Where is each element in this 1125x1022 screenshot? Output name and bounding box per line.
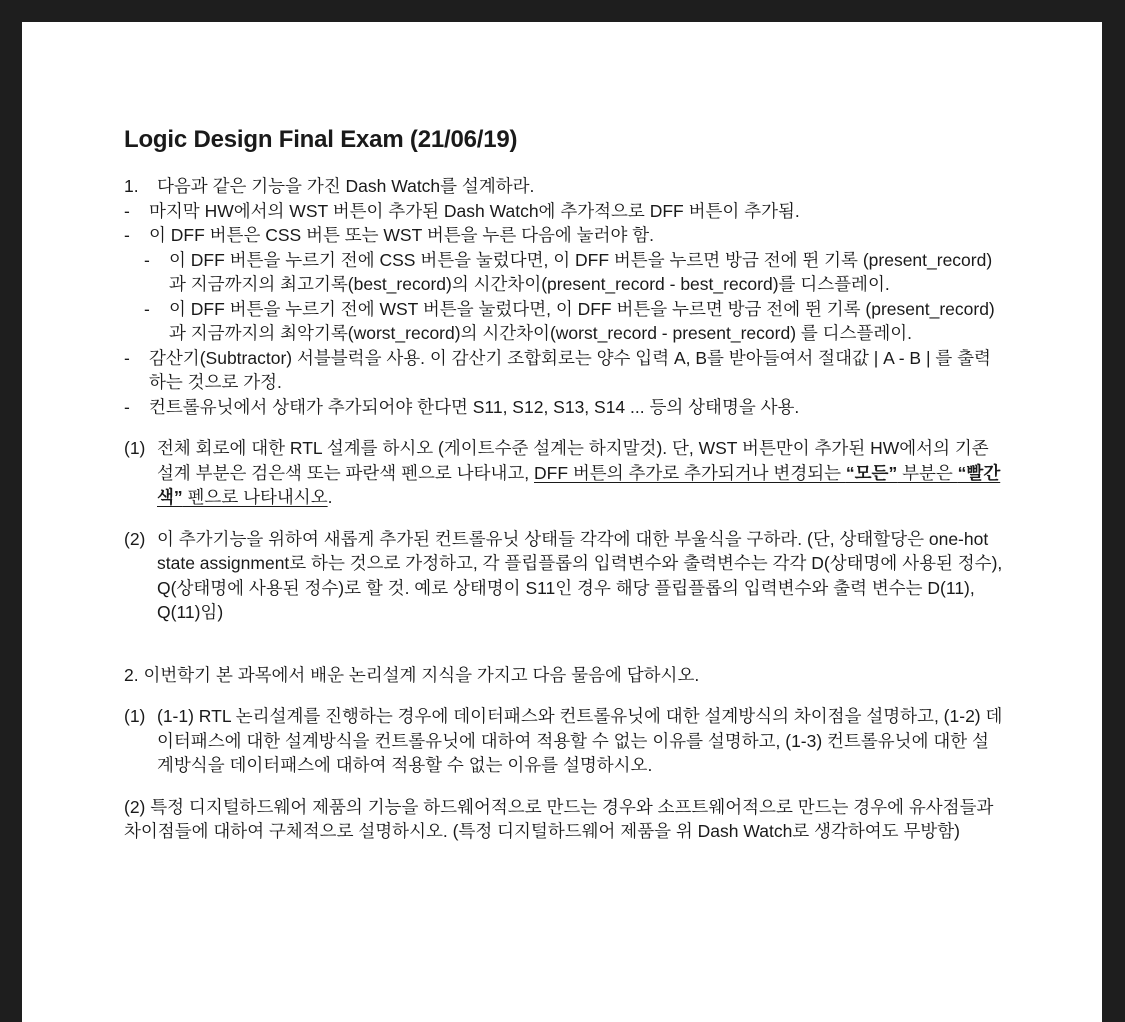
- q1-part-2: [124, 527, 1004, 625]
- q1-heading-text: 다음과 같은 기능을 가진 Dash Watch를 설계하라.: [157, 176, 535, 196]
- exam-title: Logic Design Final Exam (21/06/19): [124, 126, 518, 153]
- exam-content: [124, 126, 1004, 844]
- part-number: (1): [124, 438, 146, 458]
- q1-bullet-text: 마지막 HW에서의 WST 버튼이 추가된 Dash Watch에 추가적으로 DFF 버튼이 추가됨.: [149, 200, 800, 221]
- part-number: (1): [124, 706, 146, 726]
- q2-part-2: (2) 특정 디지털하드웨어 제품의 기능을 하드웨어적으로 만드는 경우와 소프트웨어적으로 만드는 경우에 유사점들과 차이점들에 대하여 구체적으로 설명하시오. (특정 디지털하드웨어 제품을 위 Dash Watch로 생각하여도 무방함): [124, 796, 994, 841]
- q1-part-1: [124, 436, 1004, 510]
- underlined-text: 부분은: [897, 462, 958, 483]
- q2-heading: 2. 이번학기 본 과목에서 배운 논리설계 지식을 가지고 다음 물음에 답하시오.: [124, 664, 700, 685]
- q1-bullet-text: 컨트롤유닛에서 상태가 추가되어야 한다면 S11, S12, S13, S14 ... 등의 상태명을 사용.: [149, 396, 800, 417]
- q1-sub-bullet: [124, 297, 1004, 346]
- q1-part-1-text: [157, 436, 1004, 510]
- q1-sub-bullet-text: 이 DFF 버튼을 누르기 전에 WST 버튼을 눌렀다면, 이 DFF 버튼을 누르면 방금 전에 뛴 기록 (present_record)과 지금까지의 최악기록(worst_record)의 시간차이(worst_record - present_record) 를 디스플레이.: [169, 298, 995, 343]
- part-number: (2): [124, 528, 146, 549]
- dash-marker: -: [124, 396, 130, 417]
- dash-marker: -: [124, 347, 130, 368]
- q1-bullet: [124, 223, 1004, 248]
- period: .: [327, 487, 333, 507]
- q1-heading: [124, 174, 1004, 199]
- q2-part-1-text: (1-1) RTL 논리설계를 진행하는 경우에 데이터패스와 컨트롤유닛에 대한 설계방식의 차이점을 설명하고, (1-2) 데이터패스에 대한 설계방식을 컨트롤유닛에 대하여 적용할 수 없는 이유를 설명하고, (1-3) 컨트롤유닛에 대한 설계방식을 데이터패스에 대하여 적용할 수 없는 이유를 설명하시오.: [157, 706, 1003, 775]
- underlined-text: 펜으로 나타내시오: [182, 487, 328, 507]
- q1-sub-bullet-text: 이 DFF 버튼을 누르기 전에 CSS 버튼을 눌렀다면, 이 DFF 버튼을 누르면 방금 전에 뛴 기록 (present_record)과 지금까지의 최고기록(best_record)의 시간차이(present_record - best_record)를 디스플레이.: [169, 249, 993, 294]
- q1-sub-bullet: [124, 248, 1004, 297]
- q1-bullet-text: 감산기(Subtractor) 서블블럭을 사용. 이 감산기 조합회로는 양수 입력 A, B를 받아들여서 절대값 | A - B | 를 출력하는 것으로 가정.: [149, 347, 991, 392]
- dash-marker: -: [144, 298, 150, 319]
- q1-bullet: [124, 395, 1004, 420]
- emphasis-red: “빨간색”: [157, 462, 1001, 507]
- dash-marker: -: [124, 200, 130, 221]
- q2-part-1: [124, 704, 1004, 778]
- q1-bullet: [124, 199, 1004, 224]
- underlined-text: DFF 버튼의 추가로 추가되거나 변경되는: [534, 462, 846, 483]
- dash-marker: -: [144, 249, 150, 270]
- q1-number: 1.: [124, 176, 139, 196]
- document-page: [22, 22, 1102, 1022]
- q1-bullet: [124, 346, 1004, 395]
- emphasis-all: “모든”: [845, 462, 898, 483]
- dash-marker: -: [124, 225, 130, 245]
- q1-bullet-text: 이 DFF 버튼은 CSS 버튼 또는 WST 버튼을 누른 다음에 눌러야 함.: [149, 225, 655, 245]
- q1-part-2-text: 이 추가기능을 위하여 새롭게 추가된 컨트롤유닛 상태들 각각에 대한 부울식을 구하라. (단, 상태할당은 one-hot state assignment로 하는 것으로 가정하고, 각 플립플롭의 입력변수와 출력변수는 각각 D(상태명에 사용된 정수), Q(상태명에 사용된 정수)로 할 것. 예로 상태명이 S11인 경우 해당 플립플롭의 입력변수와 출력 변수는 D(11), Q(11)임): [157, 528, 1003, 622]
- q1-part-1-text-a: 전체 회로에 대한 RTL 설계를 하시오 (게이트수준 설계는 하지말것). 단, WST 버튼만이 추가된 HW에서의 기존설계 부분은 검은색 또는 파란색 펜으로 나타내고,: [157, 438, 989, 483]
